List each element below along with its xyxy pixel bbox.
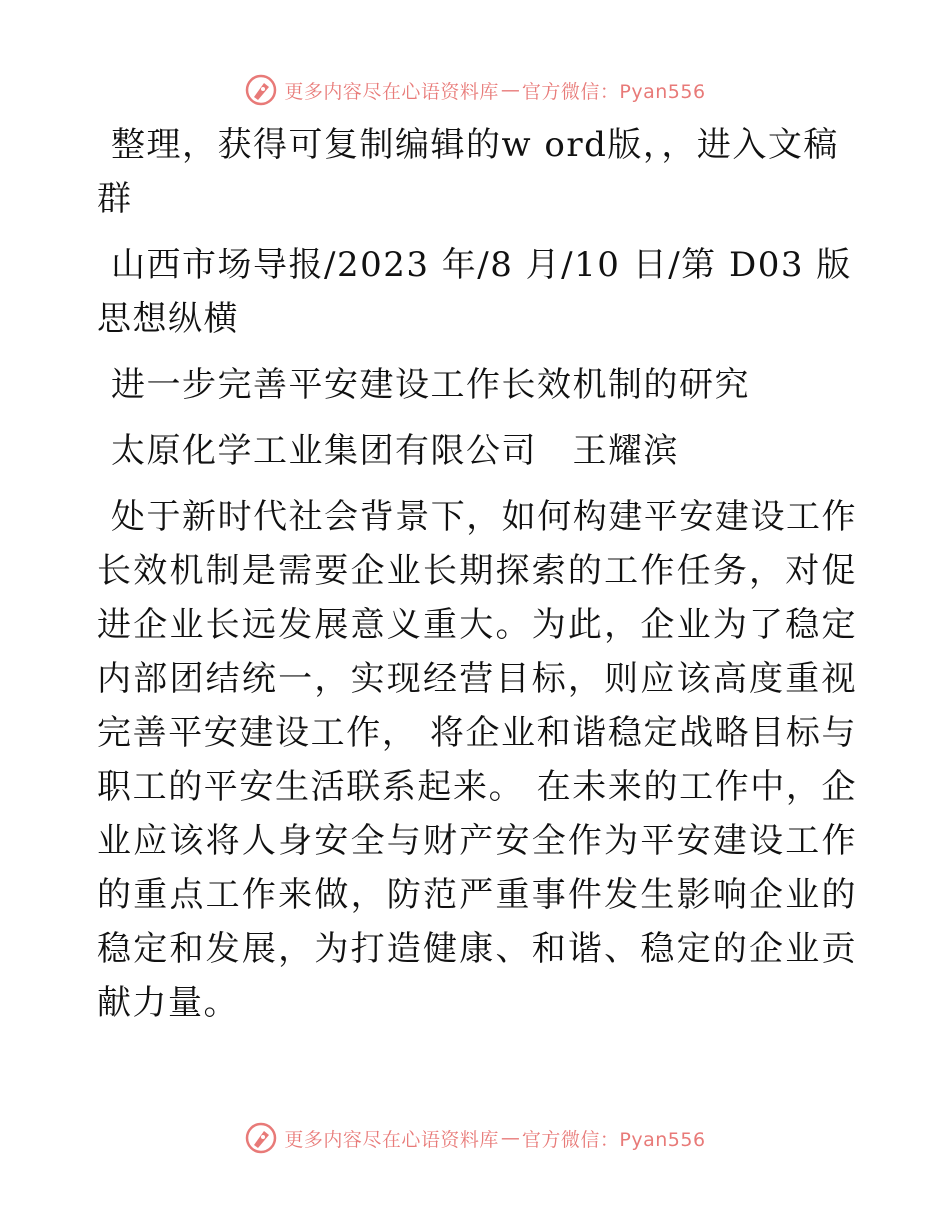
footer-banner-contact: 官方微信：Pyan556 [521,1128,706,1151]
pen-nib-logo-icon [244,73,278,107]
author-line: 太原化学工业集团有限公司 王耀滨 [111,431,679,471]
body-paragraph: 处于新时代社会背景下，如何构建平安建设工作长效机制是需要企业长期探索的工作任务，对促进企业长远发展意义重大。为此，企业为了稳定内部团结统一，实现经营目标，则应该高度重视完善平安建设工作， 将企业和谐稳定战略目标与职工的平安生活联系起来。 在未来的工作中，企业应该将人身安全与财产安全作为平安建设工作的重点工作来做，防范严重事件发生影响企业的稳定和发展，为打造健康、和谐、稳定的企业贡献力量。 [97,497,857,1023]
header-watermark [0,70,950,110]
source-line: 山西市场导报/2023 年/8 月/10 日/第 D03 版思想纵横 [97,245,852,339]
header-banner-contact: 官方微信：Pyan556 [521,80,706,103]
footer-banner-dash: — [500,1127,520,1149]
document-body [97,118,857,1030]
header-banner-dash: — [500,79,520,101]
article-title: 进一步完善平安建设工作长效机制的研究 [111,365,750,405]
header-banner-text: 更多内容尽在心语资料库 [284,80,499,103]
intro-paragraph: 整理，获得可复制编辑的w ord版，，进入文稿群 [97,125,839,219]
footer-watermark [0,1118,950,1158]
footer-banner-text: 更多内容尽在心语资料库 [284,1128,499,1151]
pen-nib-logo-icon [244,1121,278,1155]
